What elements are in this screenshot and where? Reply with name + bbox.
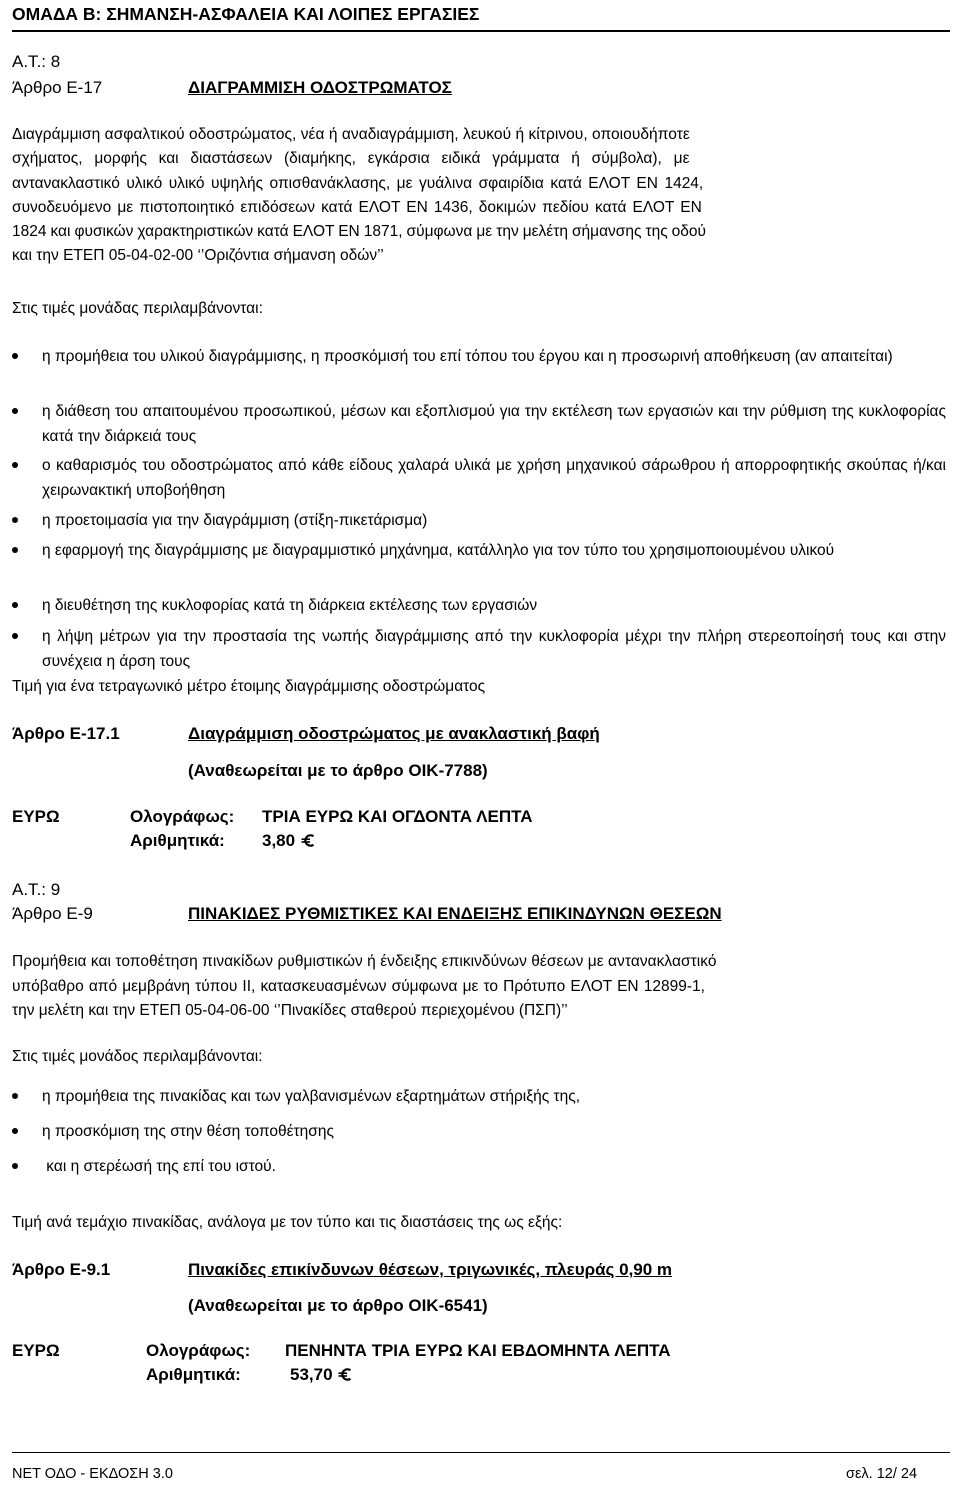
bullet-icon (12, 353, 18, 359)
at8-num-value (262, 831, 316, 851)
at9-sub-title: Πινακίδες επικίνδυνων θέσεων, τριγωνικές, πλευράς 0,90 m (188, 1260, 673, 1279)
section-header (12, 4, 950, 32)
desc-line: την μελέτη και την ΕΤΕΠ 05-04-06-00 ‘’Πινακίδες σταθερού περιεχομένου (ΠΣΠ)’’ (12, 1002, 568, 1019)
at8-num-label: Αριθμητικά: (130, 831, 225, 850)
at9-label: Α.Τ.: 9 (12, 880, 61, 899)
at9-price-basis: Τιμή ανά τεμάχιο πινακίδας, ανάλογα με τον τύπο και τις διαστάσεις της ως εξής: (12, 1214, 563, 1231)
bullet-icon (12, 1093, 18, 1099)
at8-includes-label: Στις τιμές μονάδας περιλαμβάνονται: (12, 300, 263, 317)
at9-words-value: ΠΕΝΗΝΤΑ ΤΡΙΑ ΕΥΡΩ ΚΑΙ ΕΒΔΟΜΗΝΤΑ ΛΕΠΤΑ (285, 1341, 671, 1360)
at8-words-value: ΤΡΙΑ ΕΥΡΩ ΚΑΙ ΟΓΔΟΝΤΑ ΛΕΠΤΑ (262, 807, 533, 826)
at9-num-label: Αριθμητικά: (146, 1365, 241, 1384)
section-title: ΟΜΑΔΑ Β: ΣΗΜΑΝΣΗ-ΑΣΦΑΛΕΙΑ ΚΑΙ ΛΟΙΠΕΣ ΕΡΓΑΣΙΕΣ (12, 4, 480, 24)
list-item-text: ο καθαρισμός του οδοστρώματος από κάθε είδους χαλαρά υλικά με χρήση μηχανικού σάρωθρου ή απορροφητικής σκούπας ή/και χειρωνακτική υποβοήθηση (42, 457, 946, 499)
list-item-text: και η στερέωσή της επί του ιστού. (42, 1158, 276, 1175)
at8-price: 3,80 (262, 831, 296, 850)
bullet-icon (12, 1163, 18, 1169)
list-item-text: η προσκόμιση της στην θέση τοποθέτησης (42, 1123, 334, 1140)
desc-line: και την ΕΤΕΠ 05-04-02-00 ‘’Οριζόντια σήμανση οδών’’ (12, 247, 384, 265)
list-item-text: η προετοιμασία για την διαγράμμιση (στίξη-πικετάρισμα) (42, 512, 428, 529)
at8-sub-ref: (Αναθεωρείται με το άρθρο ΟΙΚ-7788) (188, 761, 488, 780)
bullet-icon (12, 1128, 18, 1134)
at8-sub-article: Άρθρο Ε-17.1 (12, 724, 120, 743)
at9-description (12, 950, 946, 1024)
list-item-text: η προμήθεια της πινακίδας και των γαλβανισμένων εξαρτημάτων στήριξής της, (42, 1088, 581, 1105)
bullet-icon (12, 547, 18, 553)
at9-includes-label: Στις τιμές μονάδος περιλαμβάνονται: (12, 1048, 263, 1065)
at9-price: 53,70 (290, 1365, 333, 1384)
at8-price-basis: Τιμή για ένα τετραγωνικό μέτρο έτοιμης διαγράμμισης οδοστρώματος (12, 678, 486, 695)
at9-words-label: Ολογράφως: (146, 1341, 251, 1360)
footer-doc-version: ΝΕΤ ΟΔΟ - ΕΚΔΟΣΗ 3.0 (12, 1466, 173, 1482)
at8-currency: ΕΥΡΩ (12, 807, 60, 826)
footer-divider (12, 1452, 950, 1453)
bullet-icon (12, 408, 18, 414)
desc-line: σχήματος, μορφής και διαστάσεων (διαμήκης, εγκάρσια ειδικά γράμματα ή σύμβολα), με (12, 150, 690, 168)
euro-icon (338, 1368, 353, 1381)
desc-line: αντανακλαστικό υλικό υλικό υψηλής οπισθανάκλασης, με γυάλινα σφαιρίδια κατά ΕΛΟΤ ΕΝ 1424, (12, 174, 704, 192)
desc-line: υπόβαθρο από μεμβράνη τύπου ΙΙ, κατασκευασμένων σύμφωνα με το Πρότυπο ΕΛΟΤ ΕΝ 12899-1, (12, 977, 705, 995)
list-item-text: η προμήθεια του υλικού διαγράμμισης, η προσκόμισή του επί τόπου του έργου και η προσωρινή αποθήκευση (αν απαιτείται) (42, 348, 893, 365)
list-item-text: η λήψη μέτρων για την προστασία της νωπής διαγράμμισης από την κυκλοφορία μέχρι την πλήρη στερεοποίησή τους και στην συνέχεια η άρση τους (42, 628, 946, 670)
at8-label: Α.Τ.: 8 (12, 52, 61, 71)
desc-line: Προμήθεια και τοποθέτηση πινακίδων ρυθμιστικών ή ένδειξης επικινδύνων θέσεων με αντανακλαστικό (12, 953, 717, 970)
at9-title: ΠΙΝΑΚΙΔΕΣ ΡΥΘΜΙΣΤΙΚΕΣ ΚΑΙ ΕΝΔΕΙΞΗΣ ΕΠΙΚΙΝΔΥΝΩΝ ΘΕΣΕΩΝ (188, 904, 722, 923)
euro-icon (301, 834, 316, 847)
at8-words-label: Ολογράφως: (130, 807, 235, 826)
at8-article: Άρθρο Ε-17 (12, 78, 103, 97)
list-item-text: η διάθεση του απαιτουμένου προσωπικού, μέσων και εξοπλισμού για την εκτέλεση των εργασιών και την ρύθμιση της κυκλοφορίας κατά την διάρκειά τους (42, 403, 946, 445)
at8-description (12, 123, 946, 269)
bullet-icon (12, 517, 18, 523)
bullet-icon (12, 462, 18, 468)
at8-sub-title: Διαγράμμιση οδοστρώματος με ανακλαστική βαφή (188, 724, 600, 743)
bullet-icon (12, 633, 18, 639)
footer-page-number: σελ. 12/ 24 (846, 1466, 918, 1482)
list-item-text: η διευθέτηση της κυκλοφορίας κατά τη διάρκεια εκτέλεσης των εργασιών (42, 597, 538, 614)
at9-currency: ΕΥΡΩ (12, 1341, 60, 1360)
at9-sub-ref: (Αναθεωρείται με το άρθρο ΟΙΚ-6541) (188, 1296, 488, 1315)
bullet-icon (12, 602, 18, 608)
at9-sub-article: Άρθρο Ε-9.1 (12, 1260, 111, 1279)
desc-line: 1824 και φυσικών χαρακτηριστικών κατά ΕΛΟΤ ΕΝ 1871, σύμφωνα με την μελέτη σήμανσης της οδού (12, 223, 707, 241)
desc-line: συνοδευόμενο με πιστοποιητικό επιδόσεων κατά ΕΛΟΤ ΕΝ 1436, δοκιμών πεδίου κατά ΕΛΟΤ ΕΝ (12, 198, 702, 216)
at9-num-value (290, 1365, 353, 1385)
list-item-text: η εφαρμογή της διαγράμμισης με διαγραμμιστικό μηχάνημα, κατάλληλο για τον τύπο του χρησιμοποιουμένου υλικού (42, 542, 835, 559)
desc-line: Διαγράμμιση ασφαλτικού οδοστρώματος, νέα ή αναδιαγράμμιση, λευκού ή κίτρινου, οποιουδήποτε (12, 126, 690, 143)
at9-article: Άρθρο Ε-9 (12, 904, 93, 923)
at8-title: ΔΙΑΓΡΑΜΜΙΣΗ ΟΔΟΣΤΡΩΜΑΤΟΣ (188, 78, 452, 97)
